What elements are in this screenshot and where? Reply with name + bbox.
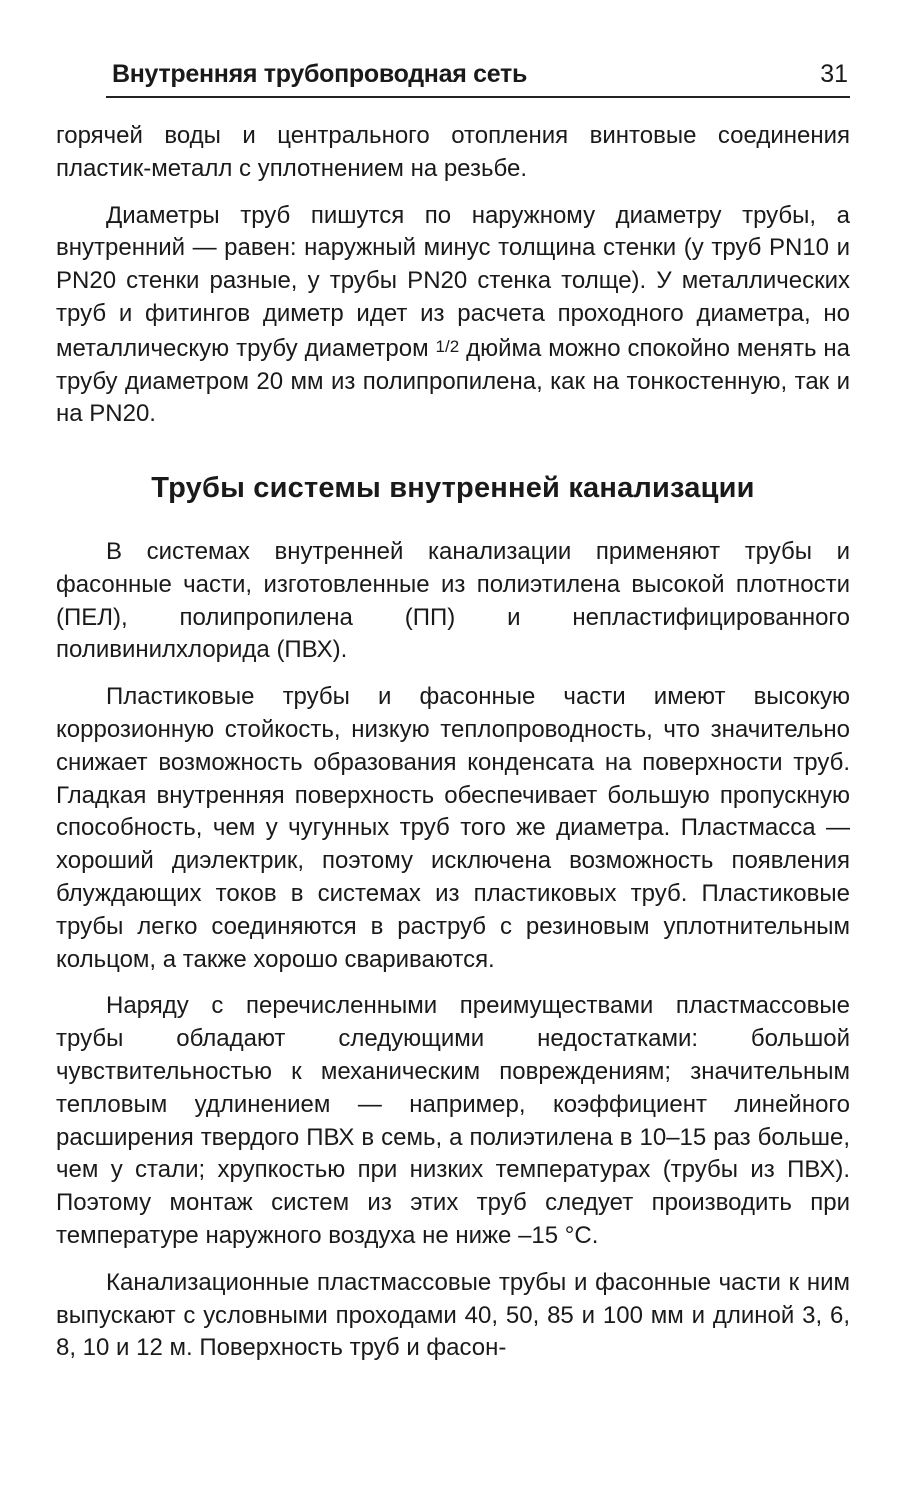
text-block-top xyxy=(56,120,850,431)
paragraph-dimensions: Канализационные пластмассовые трубы и фасонные части к ним выпускают с условными проходами 40, 50, 85 и 100 мм и длиной 3, 6, 8, 10 и 12 м. Поверхность труб и фасон- xyxy=(56,1268,850,1362)
page-number: 31 xyxy=(820,60,848,88)
text-block-section xyxy=(56,536,850,1365)
running-header xyxy=(106,58,850,98)
paragraph-continuation: горячей воды и центрального отопления винтовые соединения пластик-металл с уплотнением на резьбе. xyxy=(56,122,850,182)
paragraph-materials: В системах внутренней канализации применяют трубы и фасонные части, изготовленные из полиэтилена высокой плотности (ПЕЛ), полипропилена (ПП) и непластифицированного поливинилхлорида (ПВХ). xyxy=(56,538,850,664)
paragraph-text: Диаметры труб пишутся по наружному диаметру трубы, а внутренний — равен: наружный минус толщина стенки (у труб PN10 и PN20 стенки разные, у трубы PN20 стенка толще). У металлических труб и фитингов диметр идет из расчета проходного диаметра, но металлическую трубу диаметром xyxy=(56,201,850,362)
paragraph-disadvantages: Наряду с перечисленными преимуществами пластмассовые трубы обладают следующими недостатками: большой чувствительностью к механическим повреждениям; значительным тепловым удлинением — например, коэффициент линейного расширения твердого ПВХ в семь, а полиэтилена в 10–15 раз больше, чем у стали; хрупкостью при низких температурах (трубы из ПВХ). Поэтому монтаж систем из этих труб следует производить при температуре наружного воздуха не ниже –15 °С. xyxy=(56,992,850,1249)
paragraph-text: дюйма можно спокойно менять на трубу диаметром 20 мм из полипропилена, как на тонкостенную, так и на PN20. xyxy=(56,334,851,428)
fraction-half: 1/2 xyxy=(435,336,460,356)
section-heading: Трубы системы внутренней канализации xyxy=(151,472,755,504)
paragraph-advantages: Пластиковые трубы и фасонные части имеют высокую коррозионную стойкость, низкую теплопроводность, что значительно снижает возможность образования конденсата на поверхности труб. Гладкая внутренняя поверхность обеспечивает большую пропускную способность, чем у чугунных труб того же диаметра. Пластмасса — хороший диэлектрик, поэтому исключена возможность появления блуждающих токов в системах из пластиковых труб. Пластиковые трубы легко соединяются в раструб с резиновым уплотнительным кольцом, а также хорошо свариваются. xyxy=(56,683,850,973)
paragraph-pipe-diameters xyxy=(56,200,850,432)
running-title: Внутренняя трубопроводная сеть xyxy=(112,60,528,88)
